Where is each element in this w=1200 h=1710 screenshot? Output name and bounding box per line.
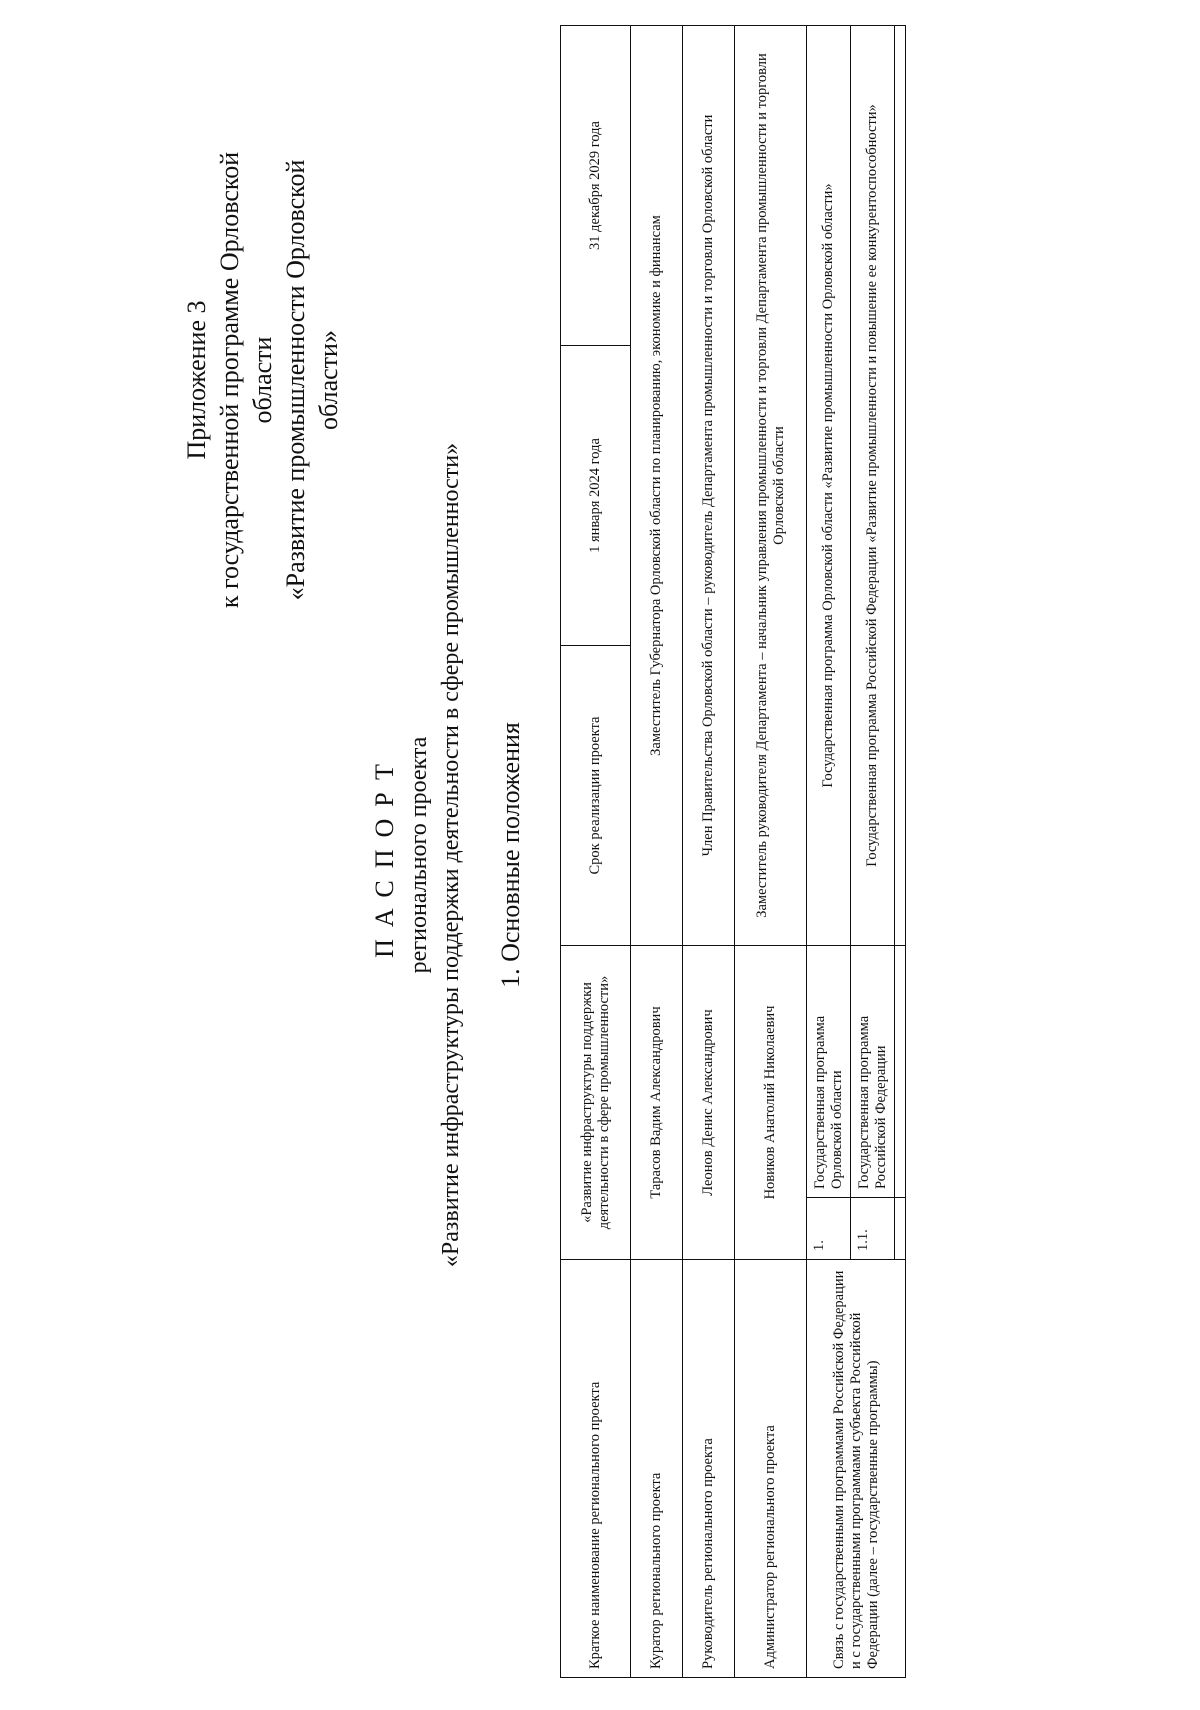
table-row-admin [735, 26, 807, 1678]
table-row-program-1 [807, 26, 851, 1678]
passport-title: ПАСПОРТ [370, 752, 399, 958]
head-name: Леонов Денис Александрович [683, 946, 735, 1260]
appendix-program-ref: к государственной программе Орловской области [215, 151, 277, 609]
programs-label: Связь с государственными программами Российской Федерации и с государственными программами субъекта Российской Федерации (далее – государственные программы) [807, 1260, 906, 1678]
program-1-value: Государственная программа Орловской области «Развитие промышленности Орловской области» [807, 26, 851, 946]
term-end: 31 декабря 2029 года [561, 26, 631, 346]
head-position: Член Правительства Орловской области – руководитель Департамента промышленности и торговли Орловской области [683, 26, 735, 946]
table-row-curator [631, 26, 683, 1678]
program-2-value: Государственная программа Российской Федерации «Развитие промышленности и повышение ее конкурентоспособности» [851, 26, 895, 946]
continuation-cell-name [895, 946, 906, 1198]
appendix-number: Приложение 3 [182, 300, 211, 460]
admin-name: Новиков Анатолий Николаевич [735, 946, 807, 1260]
basic-provisions-table [560, 25, 906, 1678]
term-label: Срок реализации проекта [561, 646, 631, 946]
short-name-label: Краткое наименование регионального проекта [561, 1260, 631, 1678]
section-title: 1. Основные положения [496, 722, 525, 988]
program-1-number: 1. [807, 1198, 851, 1260]
program-1-name: Государственная программа Орловской области [807, 946, 851, 1198]
continuation-cell-number [895, 1198, 906, 1260]
passport-subtitle: регионального проекта [406, 736, 432, 974]
appendix-program-name: «Развитие промышленности Орловской области» [281, 159, 343, 601]
program-2-number: 1.1. [851, 1198, 895, 1260]
curator-label: Куратор регионального проекта [631, 1260, 683, 1678]
term-start: 1 января 2024 года [561, 346, 631, 646]
head-label: Руководитель регионального проекта [683, 1260, 735, 1678]
project-name: «Развитие инфраструктуры поддержки деятельности в сфере промышленности» [438, 442, 464, 1268]
admin-label: Администратор регионального проекта [735, 1260, 807, 1678]
short-name-value: «Развитие инфраструктуры поддержки деятельности в сфере промышленности» [561, 946, 631, 1260]
table-row-short-name [561, 26, 631, 1678]
table-row-head [683, 26, 735, 1678]
admin-position: Заместитель руководителя Департамента – начальник управления промышленности и торговли Департамента промышленности и торговли Орловской области [735, 26, 807, 946]
program-2-name: Государственная программа Российской Федерации [851, 946, 895, 1198]
curator-name: Тарасов Вадим Александрович [631, 946, 683, 1260]
curator-position: Заместитель Губернатора Орловской области по планированию, экономике и финансам [631, 26, 683, 946]
appendix-header [180, 120, 345, 640]
continuation-cell-value [895, 26, 906, 946]
